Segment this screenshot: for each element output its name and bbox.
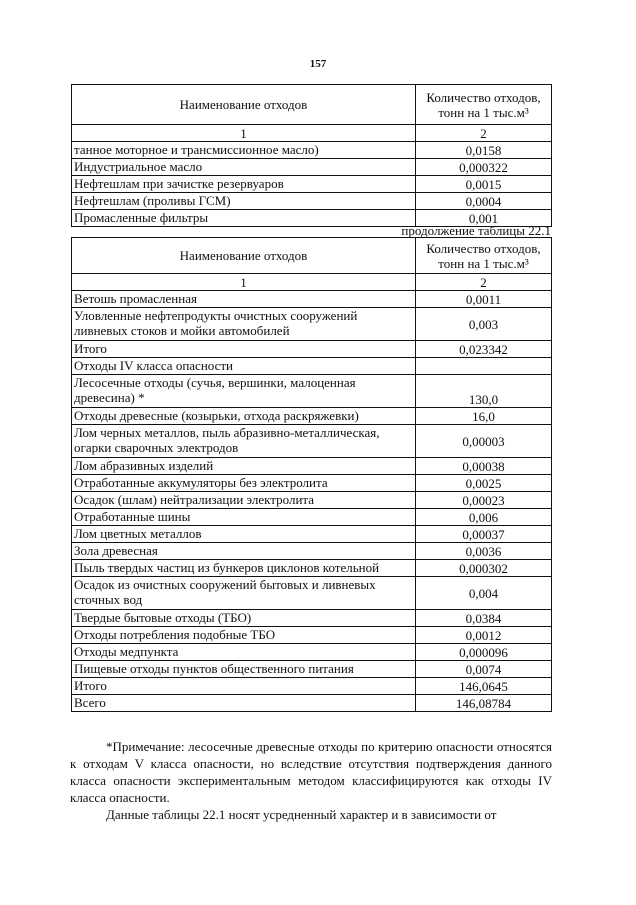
table-row <box>72 142 552 159</box>
waste-name: Отходы IV класса опасности <box>72 358 416 375</box>
page-number: 157 <box>309 58 327 70</box>
table-continuation-label: продолжение таблицы 22.1 <box>401 223 551 238</box>
table-row <box>72 408 552 425</box>
table-row <box>72 560 552 577</box>
waste-name: Отработанные аккумуляторы без электролита <box>72 475 416 492</box>
waste-quantity: 0,00003 <box>416 425 552 458</box>
waste-name: Твердые бытовые отходы (ТБО) <box>72 610 416 627</box>
column-number-1: 1 <box>72 125 416 142</box>
waste-name: Лом черных металлов, пыль абразивно-металлическая, огарки сварочных электродов <box>72 425 416 458</box>
waste-table-part2 <box>71 237 552 712</box>
table-row <box>72 644 552 661</box>
waste-quantity: 0,00023 <box>416 492 552 509</box>
waste-quantity: 0,00038 <box>416 458 552 475</box>
waste-name: Отходы древесные (козырьки, отхода раскряжевки) <box>72 408 416 425</box>
header-quantity-line1: Количество отходов, <box>426 89 541 105</box>
waste-name: Индустриальное масло <box>72 159 416 176</box>
table-row <box>72 509 552 526</box>
waste-quantity: 146,08784 <box>416 695 552 712</box>
waste-quantity: 0,0015 <box>416 176 552 193</box>
waste-name: Осадок (шлам) нейтрализации электролита <box>72 492 416 509</box>
waste-name: Пыль твердых частиц из бункеров циклонов котельной <box>72 560 416 577</box>
waste-quantity: 0,0158 <box>416 142 552 159</box>
header-quantity-cell <box>416 85 552 125</box>
table-row <box>72 475 552 492</box>
table-row <box>72 193 552 210</box>
footnote-paragraph: *Примечание: лесосечные древесные отходы по критерию опасности относятся к отходам V класса опасности, но вследствие отсутствия подтверждения данного класса опасности экспериментальным методом классифицируются как отходы IV класса опасности. <box>70 739 552 805</box>
table-row <box>72 358 552 375</box>
table-row <box>72 661 552 678</box>
waste-quantity: 0,0025 <box>416 475 552 492</box>
waste-name: Отработанные шины <box>72 509 416 526</box>
waste-name: Пищевые отходы пунктов общественного питания <box>72 661 416 678</box>
column-number-2: 2 <box>416 125 552 142</box>
waste-quantity: 0,004 <box>416 577 552 610</box>
waste-quantity: 0,000322 <box>416 159 552 176</box>
waste-name: Нефтешлам (проливы ГСМ) <box>72 193 416 210</box>
waste-quantity: 0,000096 <box>416 644 552 661</box>
waste-quantity: 0,003 <box>416 308 552 341</box>
table-row <box>72 577 552 610</box>
header-quantity-line2: тонн на 1 тыс.м³ <box>438 104 529 120</box>
table-column-numbers <box>72 274 552 291</box>
waste-quantity <box>416 358 552 375</box>
waste-name: Промасленные фильтры <box>72 210 416 227</box>
waste-quantity: 0,00037 <box>416 526 552 543</box>
table-row <box>72 375 552 408</box>
waste-name: Отходы потребления подобные ТБО <box>72 627 416 644</box>
waste-name: Лом цветных металлов <box>72 526 416 543</box>
waste-quantity: 0,006 <box>416 509 552 526</box>
table-row <box>72 159 552 176</box>
header-quantity-line2: тонн на 1 тыс.м³ <box>438 255 529 271</box>
table-row <box>72 425 552 458</box>
table-header-row <box>72 238 552 274</box>
column-number-1: 1 <box>72 274 416 291</box>
table-row <box>72 543 552 560</box>
waste-quantity: 146,0645 <box>416 678 552 695</box>
waste-table-part1 <box>71 84 552 227</box>
header-quantity-cell <box>416 238 552 274</box>
table-row <box>72 627 552 644</box>
table-row <box>72 176 552 193</box>
table-row <box>72 308 552 341</box>
waste-name: Уловленные нефтепродукты очистных сооружений ливневых стоков и мойки автомобилей <box>72 308 416 341</box>
table-column-numbers <box>72 125 552 142</box>
column-number-2: 2 <box>416 274 552 291</box>
waste-quantity: 16,0 <box>416 408 552 425</box>
waste-quantity: 0,023342 <box>416 341 552 358</box>
waste-name: Отходы медпункта <box>72 644 416 661</box>
table-row <box>72 492 552 509</box>
waste-quantity: 130,0 <box>416 375 552 408</box>
waste-quantity: 0,0012 <box>416 627 552 644</box>
waste-quantity: 0,0074 <box>416 661 552 678</box>
table-row <box>72 458 552 475</box>
body-paragraph: Данные таблицы 22.1 носят усредненный характер и в зависимости от <box>106 807 497 822</box>
waste-name: Всего <box>72 695 416 712</box>
table-row <box>72 678 552 695</box>
waste-name: Лесосечные отходы (сучья, вершинки, малоценная древесина) * <box>72 375 416 408</box>
waste-name: Лом абразивных изделий <box>72 458 416 475</box>
header-name-cell: Наименование отходов <box>72 85 416 125</box>
waste-name: Итого <box>72 341 416 358</box>
table-row <box>72 610 552 627</box>
waste-name: Итого <box>72 678 416 695</box>
waste-quantity: 0,0011 <box>416 291 552 308</box>
table-row <box>72 291 552 308</box>
table-row <box>72 695 552 712</box>
table-header-row <box>72 85 552 125</box>
waste-name: Нефтешлам при зачистке резервуаров <box>72 176 416 193</box>
waste-name: Осадок из очистных сооружений бытовых и ливневых сточных вод <box>72 577 416 610</box>
waste-quantity: 0,0036 <box>416 543 552 560</box>
waste-quantity: 0,0004 <box>416 193 552 210</box>
waste-name: Зола древесная <box>72 543 416 560</box>
waste-name: танное моторное и трансмиссионное масло) <box>72 142 416 159</box>
table-row <box>72 341 552 358</box>
waste-name: Ветошь промасленная <box>72 291 416 308</box>
waste-quantity: 0,000302 <box>416 560 552 577</box>
header-quantity-line1: Количество отходов, <box>426 240 541 256</box>
table-row <box>72 526 552 543</box>
waste-quantity: 0,001 <box>416 210 552 227</box>
waste-quantity: 0,0384 <box>416 610 552 627</box>
header-name-cell: Наименование отходов <box>72 238 416 274</box>
